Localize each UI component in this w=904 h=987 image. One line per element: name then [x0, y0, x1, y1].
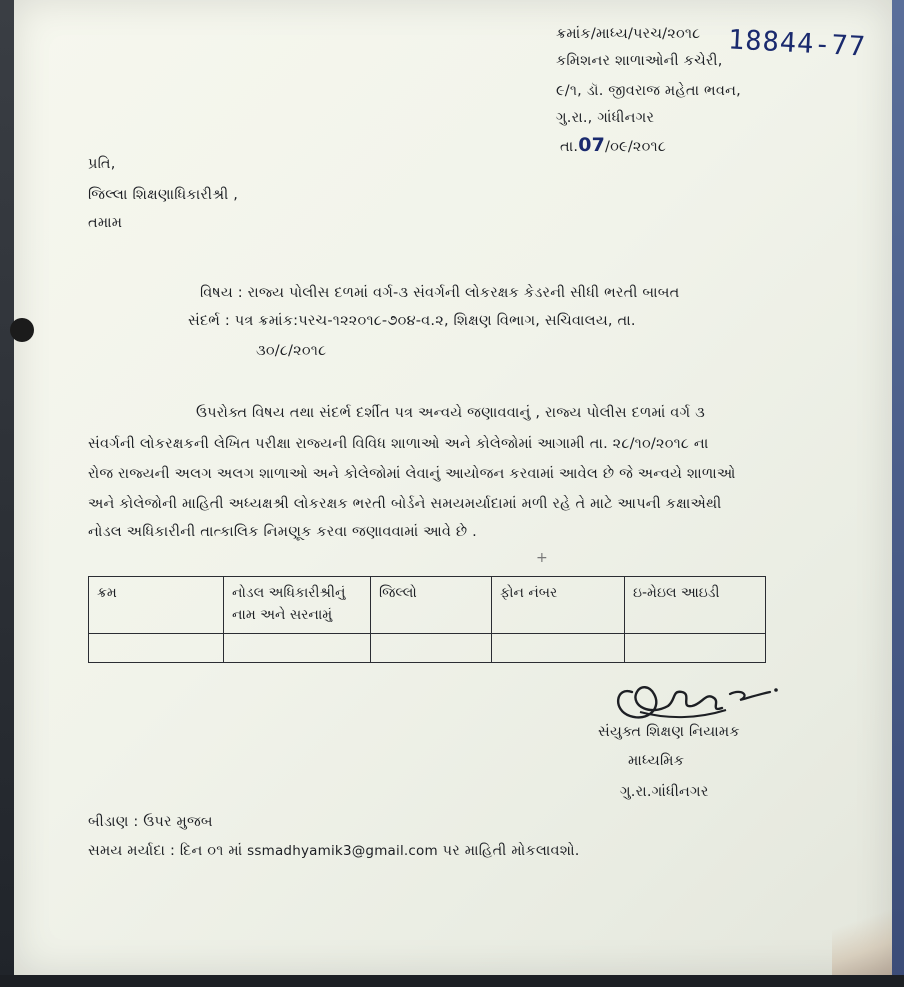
deadline-prefix: સમય મર્યાદા : દિન ૦૧ માં: [88, 843, 243, 859]
recipient-to: પ્રતિ,: [88, 156, 116, 172]
body-line-4: અને કોલેજોની માહિતી અધ્યક્ષશ્રી લોકરક્ષક ભરતી બોર્ડને સમયમર્યાદામાં મળી રહે તે માટે આપની કક્ષાએથી: [88, 496, 722, 512]
punch-hole: [10, 318, 34, 342]
office-line-2: ૯/૧, ડૉ. જીવરાજ મહેતા ભવન,: [556, 83, 741, 99]
signatory-department: માધ્યમિક: [628, 753, 685, 769]
body-line-5: નોડલ અધિકારીની તાત્કાલિક નિમણૂક કરવા જણાવવામાં આવે છે .: [88, 524, 477, 540]
table-cell: [224, 634, 371, 663]
table-cell: [492, 634, 625, 663]
contact-email: ssmadhyamik3@gmail.com: [247, 843, 438, 859]
deadline-suffix: પર માહિતી મોકલાવશો.: [442, 843, 580, 859]
table-cell: [89, 634, 224, 663]
recipient-all: તમામ: [88, 215, 123, 231]
recipient-name: જિલ્લા શિક્ષણાધિકારીશ્રી ,: [88, 187, 239, 203]
signatory-title: સંયુક્ત શિક્ષણ નિયામક: [598, 724, 740, 740]
subject-line: [200, 285, 679, 301]
scan-crosshair-mark: +: [536, 550, 548, 566]
body-line-1: ઉપરોક્ત વિષય તથા સંદર્ભ દર્શીત પત્ર અન્વયે જણાવવાનું , રાજ્ય પોલીસ દળમાં વર્ગ ૩: [196, 405, 705, 421]
header-email: ઇ-મેઇલ આઇડી: [625, 577, 766, 634]
reference-date: ૩૦/૮/૨૦૧૮: [256, 343, 327, 359]
signatory-place: ગુ.રા.ગાંધીનગર: [620, 784, 709, 800]
reference-number-printed: ક્રમાંક/માધ્ય/પરચ/૨૦૧૮: [556, 26, 701, 42]
page-corner-fold: [832, 885, 892, 975]
header-officer-name-address: નોડલ અધિકારીશ્રીનું નામ અને સરનામું: [224, 577, 371, 634]
subject-label: વિષય :: [200, 285, 243, 301]
desk-bottom-edge: [0, 975, 904, 987]
table-cell: [371, 634, 492, 663]
subject-text: રાજ્ય પોલીસ દળમાં વર્ગ-૩ સંવર્ગની લોકરક્ષક કેડરની સીધી ભરતી બાબત: [247, 285, 680, 301]
table-cell: [625, 634, 766, 663]
date-day-handwritten: 07: [578, 134, 606, 156]
table-header-row: [89, 577, 766, 634]
deadline-note: [88, 843, 580, 859]
reference-line: [188, 313, 636, 329]
nodal-officer-table: [88, 576, 766, 663]
desk-left-edge: [0, 0, 14, 987]
handwritten-signature: [610, 672, 780, 728]
date-rest: /૦૯/૨૦૧૮: [605, 139, 667, 155]
date-prefix: તા.: [560, 139, 579, 155]
attachment-note: બીડાણ : ઉપર મુજબ: [88, 814, 213, 830]
office-line-3: ગુ.રા., ગાંધીનગર: [556, 110, 655, 126]
reference-text: પત્ર ક્રમાંક:પરચ-૧૨૨૦૧૮-૭૦૪-વ.૨, શિક્ષણ વિભાગ, સચિવાલય, તા.: [234, 313, 636, 329]
table-row: [89, 634, 766, 663]
letter-date: [560, 134, 666, 156]
header-serial: ક્રમ: [89, 577, 224, 634]
header-phone: ફોન નંબર: [492, 577, 625, 634]
header-district: જિલ્લો: [371, 577, 492, 634]
body-line-2: સંવર્ગની લોકરક્ષકની લેખિત પરીક્ષા રાજ્યની વિવિધ શાળાઓ અને કોલેજોમાં આગામી તા. ૨૮/૧૦/૨૦૧૮ ના: [88, 436, 709, 452]
reference-number-handwritten: 18844-77: [727, 24, 867, 63]
office-line-1: કમિશનર શાળાઓની કચેરી,: [556, 53, 723, 69]
desk-right-edge: [892, 0, 904, 987]
reference-label: સંદર્ભ :: [188, 313, 230, 329]
body-line-3: રોજ રાજ્યની અલગ અલગ શાળાઓ અને કોલેજોમાં લેવાનું આયોજન કરવામાં આવેલ છે જે અન્વયે શાળાઓ: [88, 466, 736, 482]
